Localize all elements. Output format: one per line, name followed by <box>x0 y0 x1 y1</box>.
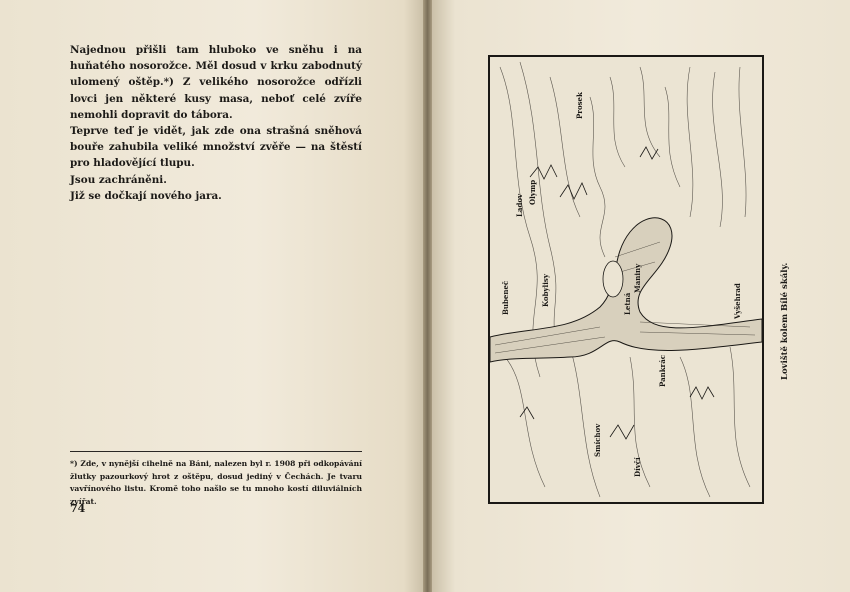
paragraph-4: Již se dočkají nového jara. <box>70 189 222 202</box>
svg-text:Smíchov: Smíchov <box>593 423 602 457</box>
map-caption <box>780 220 794 380</box>
svg-text:Vyšehrad: Vyšehrad <box>733 283 742 319</box>
paragraph-2: Teprve teď je vidět, jak zde ona strašná sněhová bouře zahubila veliké množství zvěře — na štěstí pro hladovějící tlupu. <box>70 125 362 170</box>
footnote-rule <box>70 451 362 452</box>
map-drawing <box>490 57 762 502</box>
svg-text:Maniny: Maniny <box>633 263 642 293</box>
book-gutter <box>423 0 432 592</box>
svg-text:Letná: Letná <box>623 292 632 315</box>
svg-text:Ladov: Ladov <box>515 193 524 217</box>
paragraph-3: Jsou zachráněni. <box>70 173 167 186</box>
svg-text:Pankrác: Pankrác <box>658 354 667 387</box>
footnote: *) Zde, v nynější cihelně na Báni, nalezen byl r. 1908 při odkopávání žlutky pazourkový hrot z oštěpu, dosud jediný v Čechách. Je tvaru vavřínového listu. Kromě toho našlo se tu mnoho kostí diluviálních zvířat. <box>70 459 362 506</box>
body-text <box>70 42 362 204</box>
svg-text:Olymp: Olymp <box>528 179 537 205</box>
svg-text:Kobylisy: Kobylisy <box>541 274 550 307</box>
svg-text:Prosek: Prosek <box>575 92 584 119</box>
map-caption-text: Loviště kolem Bílé skály. <box>780 262 790 380</box>
page-number: 74 <box>70 502 86 515</box>
svg-text:Bubeneč: Bubeneč <box>501 280 510 315</box>
paragraph-1: Najednou přišli tam hluboko ve sněhu i na huňatého nosorožce. Měl dosud v krku zabodnutý ulomený oštěp.*) Z velikého nosorožce odřízli lovci jen některé kusy masa, neboť celé zvíře nemohli dopravit do tábora. <box>70 44 362 121</box>
map-illustration <box>488 55 764 504</box>
svg-text:Dívčí: Dívčí <box>633 457 642 477</box>
